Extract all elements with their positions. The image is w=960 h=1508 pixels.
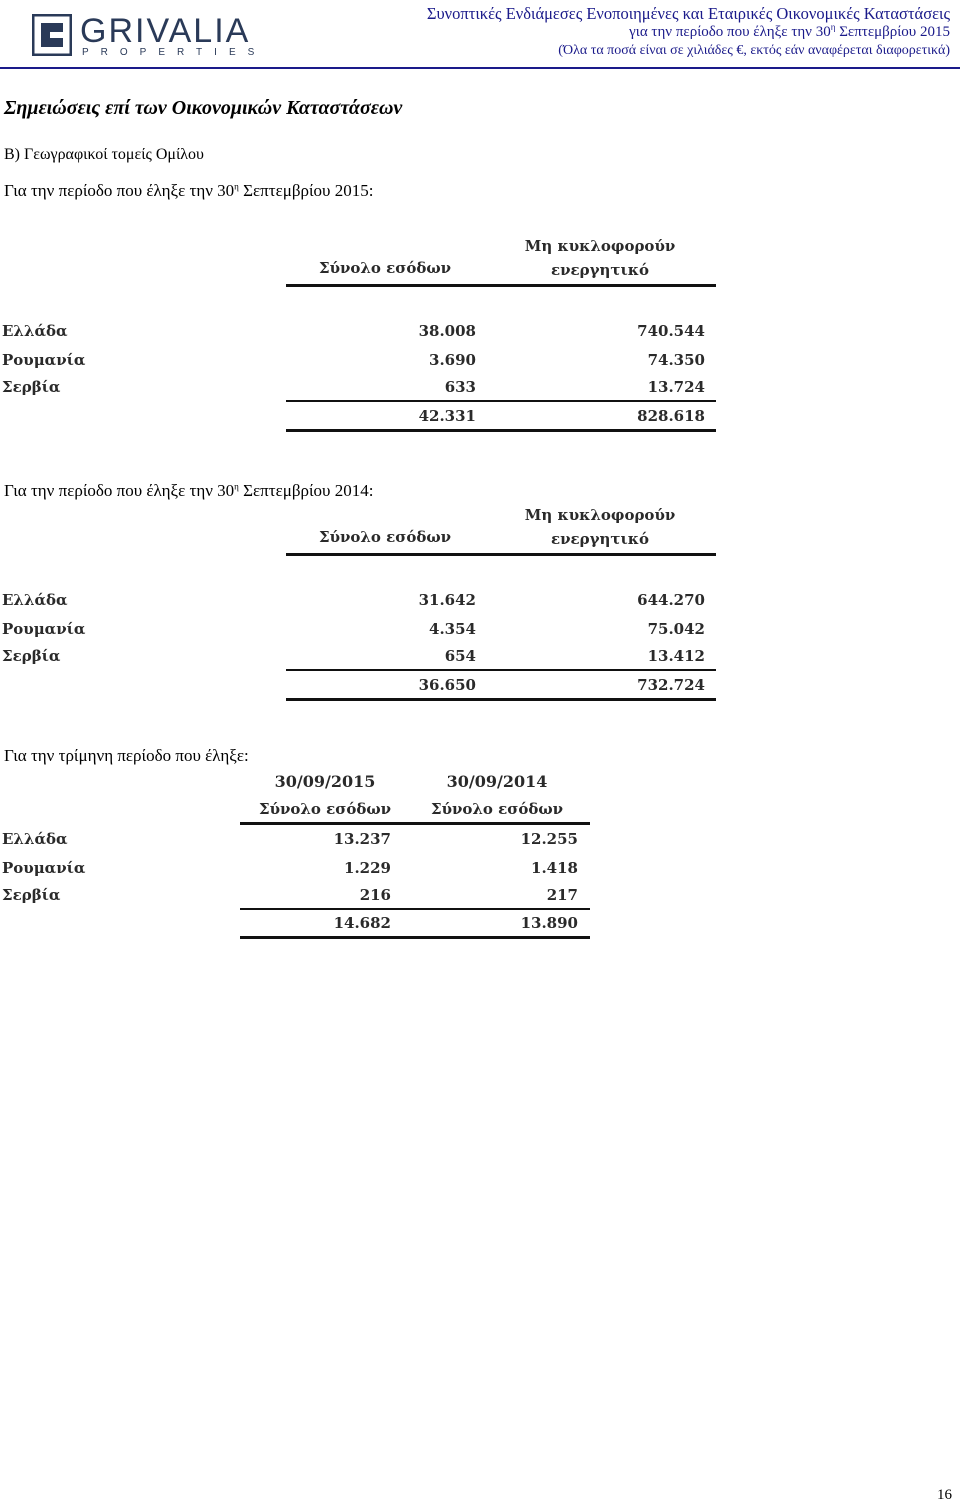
- row-label: Ρουμανία: [2, 351, 86, 369]
- total-line: [240, 908, 590, 910]
- column-header-revenue-2015: Σύνολο εσόδων: [258, 800, 392, 818]
- company-logo: [32, 12, 267, 60]
- period-heading-quarter: Για την τρίμηνη περίοδο που έληξε:: [4, 746, 249, 765]
- cell-revenue-2015: 1.229: [344, 859, 391, 877]
- header-divider: [0, 67, 960, 69]
- column-header-revenue: Σύνολο εσόδων: [318, 528, 452, 546]
- row-label: Ρουμανία: [2, 620, 86, 638]
- total-revenue: 36.650: [418, 676, 476, 694]
- cell-assets: 644.270: [637, 591, 705, 609]
- total-line: [286, 400, 716, 402]
- section-title: Σημειώσεις επί των Οικονομικών Καταστάσεων: [4, 97, 403, 119]
- total-assets: 732.724: [637, 676, 705, 694]
- header-underline: [286, 284, 716, 287]
- grivalia-logo-icon: [32, 14, 72, 56]
- double-underline: [286, 429, 716, 432]
- brand-subtitle: PROPERTIES: [82, 47, 267, 58]
- segment-table-quarter: [0, 768, 600, 944]
- column-header-noncurrent-assets-line2: ενεργητικό: [550, 530, 650, 548]
- period-heading-2015: Για την περίοδο που έληξε την $30^\eta$ Σεπτεμβρίου 2015:: [4, 181, 374, 200]
- subsection-title: Β) Γεωγραφικοί τομείς Ομίλου: [4, 146, 204, 163]
- report-period: για την περίοδο που έληξε την $30^\eta$ Σεπτεμβρίου 2015: [629, 22, 950, 40]
- cell-revenue: 31.642: [418, 591, 476, 609]
- total-revenue-2014: 13.890: [520, 914, 578, 932]
- header-underline: [286, 553, 716, 556]
- row-label: Σερβία: [2, 886, 61, 904]
- cell-assets: 13.724: [647, 378, 705, 396]
- column-date-2014: 30/09/2014: [446, 772, 548, 791]
- cell-revenue-2014: 217: [546, 886, 578, 904]
- cell-revenue-2014: 1.418: [531, 859, 578, 877]
- page-number: 16: [937, 1487, 952, 1503]
- total-revenue: 42.331: [418, 407, 476, 425]
- report-currency-note: (Όλα τα ποσά είναι σε χιλιάδες €, εκτός εάν αναφέρεται διαφορετικά): [558, 43, 950, 58]
- period-heading-2014: Για την περίοδο που έληξε την $30^\eta$ Σεπτεμβρίου 2014:: [4, 481, 374, 500]
- cell-revenue: 38.008: [418, 322, 476, 340]
- cell-assets: 13.412: [647, 647, 705, 665]
- row-label: Ρουμανία: [2, 859, 86, 877]
- row-label: Ελλάδα: [2, 830, 68, 848]
- row-label: Σερβία: [2, 378, 61, 396]
- cell-revenue-2015: 13.237: [333, 830, 391, 848]
- cell-revenue: 654: [444, 647, 476, 665]
- column-header-noncurrent-assets-line1: Μη κυκλοφορούν: [524, 237, 676, 255]
- row-label: Σερβία: [2, 647, 61, 665]
- report-title: Συνοπτικές Ενδιάμεσες Ενοποιημένες και Εταιρικές Οικονομικές Καταστάσεις: [426, 4, 950, 23]
- row-label: Ελλάδα: [2, 322, 68, 340]
- cell-revenue-2015: 216: [359, 886, 391, 904]
- segment-table-2015: [0, 228, 720, 436]
- total-revenue-2015: 14.682: [333, 914, 391, 932]
- column-header-noncurrent-assets-line1: Μη κυκλοφορούν: [524, 506, 676, 524]
- column-date-2015: 30/09/2015: [274, 772, 376, 791]
- column-header-noncurrent-assets-line2: ενεργητικό: [550, 261, 650, 279]
- cell-revenue: 633: [444, 378, 476, 396]
- brand-name: GRIVALIA: [80, 12, 251, 50]
- double-underline: [286, 698, 716, 701]
- cell-revenue: 3.690: [429, 351, 476, 369]
- cell-assets: 740.544: [637, 322, 705, 340]
- double-underline: [240, 936, 590, 939]
- header-underline: [240, 822, 590, 825]
- column-header-revenue-2014: Σύνολο εσόδων: [430, 800, 564, 818]
- total-line: [286, 669, 716, 671]
- cell-assets: 75.042: [647, 620, 705, 638]
- cell-assets: 74.350: [647, 351, 705, 369]
- cell-revenue: 4.354: [429, 620, 476, 638]
- total-assets: 828.618: [637, 407, 705, 425]
- column-header-revenue: Σύνολο εσόδων: [318, 259, 452, 277]
- segment-table-2014: [0, 497, 720, 705]
- row-label: Ελλάδα: [2, 591, 68, 609]
- cell-revenue-2014: 12.255: [520, 830, 578, 848]
